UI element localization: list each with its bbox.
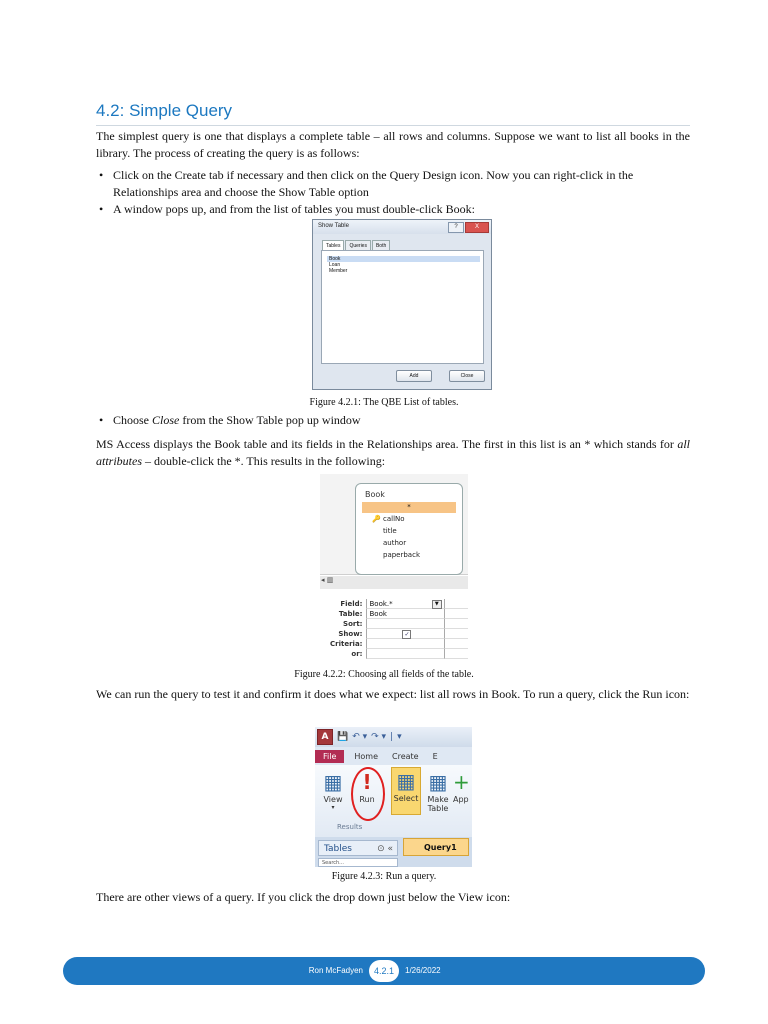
make-table-icon: ▦: [428, 770, 448, 794]
sort-cell[interactable]: [366, 619, 443, 629]
dialog-title: Show Table: [313, 220, 491, 234]
step3-emphasis: Close: [152, 413, 180, 427]
page-footer: [63, 957, 705, 985]
nav-pane-header[interactable]: [318, 840, 398, 856]
field-callno[interactable]: [356, 513, 462, 525]
empty-cell[interactable]: [444, 629, 468, 639]
steps-list: [96, 167, 690, 218]
intro-paragraph: The simplest query is one that displays a complete table – all rows and columns. Suppose we want to list all books in the library. The process of creating the query is as follows:: [96, 129, 690, 160]
views-paragraph: There are other views of a query. If you click the drop down just below the View icon:: [96, 890, 511, 904]
undo-icon[interactable]: ↶ ▾: [352, 732, 368, 742]
nav-pane-title: Tables: [324, 844, 352, 854]
step1-text: Click on the Create tab if necessary and then click on the Query Design icon. Now you can right-click in the Relationships area and choose the Show Table option: [113, 168, 634, 199]
ribbon-body: [315, 765, 472, 837]
query1-tab[interactable]: [403, 838, 469, 856]
footer-date: 1/26/2022: [405, 966, 441, 975]
step3-text-end: from the Show Table pop up window: [179, 413, 361, 427]
access-ribbon-figure: [315, 727, 472, 867]
tab-home[interactable]: Home: [354, 751, 379, 761]
redo-icon[interactable]: ↷ ▾: [371, 732, 387, 742]
make-table-label-2: Table: [427, 804, 449, 813]
access-paragraph: [96, 436, 690, 470]
step2-text: A window pops up, and from the list of tables you must double-click Book:: [113, 202, 475, 216]
steps-list-2: [96, 412, 690, 429]
run-paragraph: We can run the query to test it and confirm it does what we expect: list all rows in Book. To run a query, click the Run icon:: [96, 687, 690, 701]
empty-cell[interactable]: [444, 609, 468, 619]
tab-queries[interactable]: Queries: [345, 240, 371, 251]
title-rule: [96, 125, 690, 126]
search-input[interactable]: Search...: [318, 858, 398, 867]
book-table-box: [355, 483, 463, 575]
field-title[interactable]: title: [383, 527, 397, 535]
show-cell: [366, 629, 443, 639]
field-paperback[interactable]: paperback: [383, 551, 420, 559]
query-tab-label: Query1: [424, 843, 457, 852]
tab-create[interactable]: Create: [392, 751, 419, 761]
view-button[interactable]: [319, 769, 347, 811]
run-highlight-circle: [351, 767, 385, 821]
select-label: Select: [393, 794, 419, 803]
add-button[interactable]: Add: [396, 370, 432, 382]
separator: |: [390, 732, 394, 742]
help-button[interactable]: ?: [448, 222, 464, 233]
footer-author: Ron McFadyen: [308, 966, 363, 975]
list-item-member[interactable]: Member: [329, 268, 348, 274]
horizontal-scrollbar[interactable]: ◂ ▥: [320, 576, 468, 589]
chevron-down-icon[interactable]: ▼: [432, 600, 442, 609]
section-title: 4.2: Simple Query: [96, 101, 233, 120]
select-button[interactable]: [391, 767, 421, 815]
list-item-book[interactable]: Book: [327, 256, 480, 262]
grid-label-show: Show:: [338, 630, 363, 638]
grid-label-field: Field:: [340, 600, 363, 608]
access-text-2: – double-click the *. This results in the following:: [142, 454, 386, 468]
results-group-label: Results: [337, 823, 363, 831]
or-cell[interactable]: [366, 649, 443, 659]
tables-pane: [321, 250, 484, 364]
list-item: [96, 201, 690, 218]
figure-caption-3: Figure 4.2.3: Run a query.: [331, 871, 437, 882]
table-cell[interactable]: Book: [366, 609, 443, 619]
key-icon: 🔑: [372, 515, 381, 523]
view-dropdown-arrow[interactable]: ▾: [331, 804, 335, 811]
run-label: Run: [359, 795, 375, 804]
grid-label-table: Table:: [338, 610, 363, 618]
show-table-dialog: [312, 219, 492, 390]
datasheet-view-icon: ▦: [323, 770, 343, 794]
figure-caption-1: Figure 4.2.1: The QBE List of tables.: [309, 397, 459, 408]
grid-label-or: or:: [351, 650, 363, 658]
list-item: [96, 167, 690, 201]
list-item-loan[interactable]: Loan: [329, 262, 341, 268]
query-design-figure: [320, 474, 468, 666]
empty-cell[interactable]: [444, 639, 468, 649]
field-value: Book.*: [369, 600, 393, 608]
grid-label-criteria: Criteria:: [330, 640, 363, 648]
access-logo: A: [317, 729, 333, 745]
nav-controls-icon[interactable]: ⊙ «: [377, 844, 393, 854]
select-query-icon: ▦: [396, 769, 416, 793]
quick-access-toolbar: [315, 727, 472, 747]
run-icon: !: [362, 770, 372, 794]
append-label: App: [453, 795, 469, 804]
empty-cell[interactable]: [444, 619, 468, 629]
make-table-label-1: Make: [427, 795, 449, 804]
list-item: [96, 412, 690, 429]
figure-caption-2: Figure 4.2.2: Choosing all fields of the table.: [294, 669, 474, 680]
tab-external[interactable]: E: [432, 751, 438, 761]
empty-cell[interactable]: [444, 649, 468, 659]
append-button[interactable]: [453, 769, 472, 804]
save-icon[interactable]: 💾: [337, 732, 349, 742]
criteria-cell[interactable]: [366, 639, 443, 649]
close-icon[interactable]: X: [465, 222, 489, 233]
field-author[interactable]: author: [383, 539, 407, 547]
relationships-area: [320, 474, 468, 575]
view-label: View: [323, 795, 343, 804]
access-emphasis: all attributes: [96, 437, 690, 468]
access-text-1: MS Access displays the Book table and its fields in the Relationships area. The first in this list is an * which stands for: [96, 437, 678, 451]
navigation-pane: [315, 837, 472, 867]
empty-cell[interactable]: [444, 599, 468, 609]
tab-both[interactable]: Both: [372, 240, 390, 251]
dialog-window-controls: [448, 222, 489, 233]
qbe-grid: [320, 599, 468, 659]
ribbon-tabs: [315, 748, 472, 764]
append-icon: +: [453, 770, 470, 794]
table-box-title: Book: [365, 490, 385, 499]
step3-text: Choose: [113, 413, 152, 427]
tab-file[interactable]: File: [315, 750, 344, 763]
tables-list: [327, 256, 480, 274]
customize-icon[interactable]: ▾: [397, 732, 402, 742]
tab-tables[interactable]: Tables: [322, 240, 344, 251]
show-checkbox[interactable]: ✓: [404, 631, 410, 638]
field-cell[interactable]: [366, 599, 443, 609]
grid-label-sort: Sort:: [343, 620, 363, 628]
all-fields-star[interactable]: *: [362, 502, 456, 513]
page-number-badge: 4.2.1: [369, 960, 399, 982]
field-label: callNo: [383, 515, 405, 523]
make-table-button[interactable]: [424, 769, 452, 813]
close-button[interactable]: Close: [449, 370, 485, 382]
